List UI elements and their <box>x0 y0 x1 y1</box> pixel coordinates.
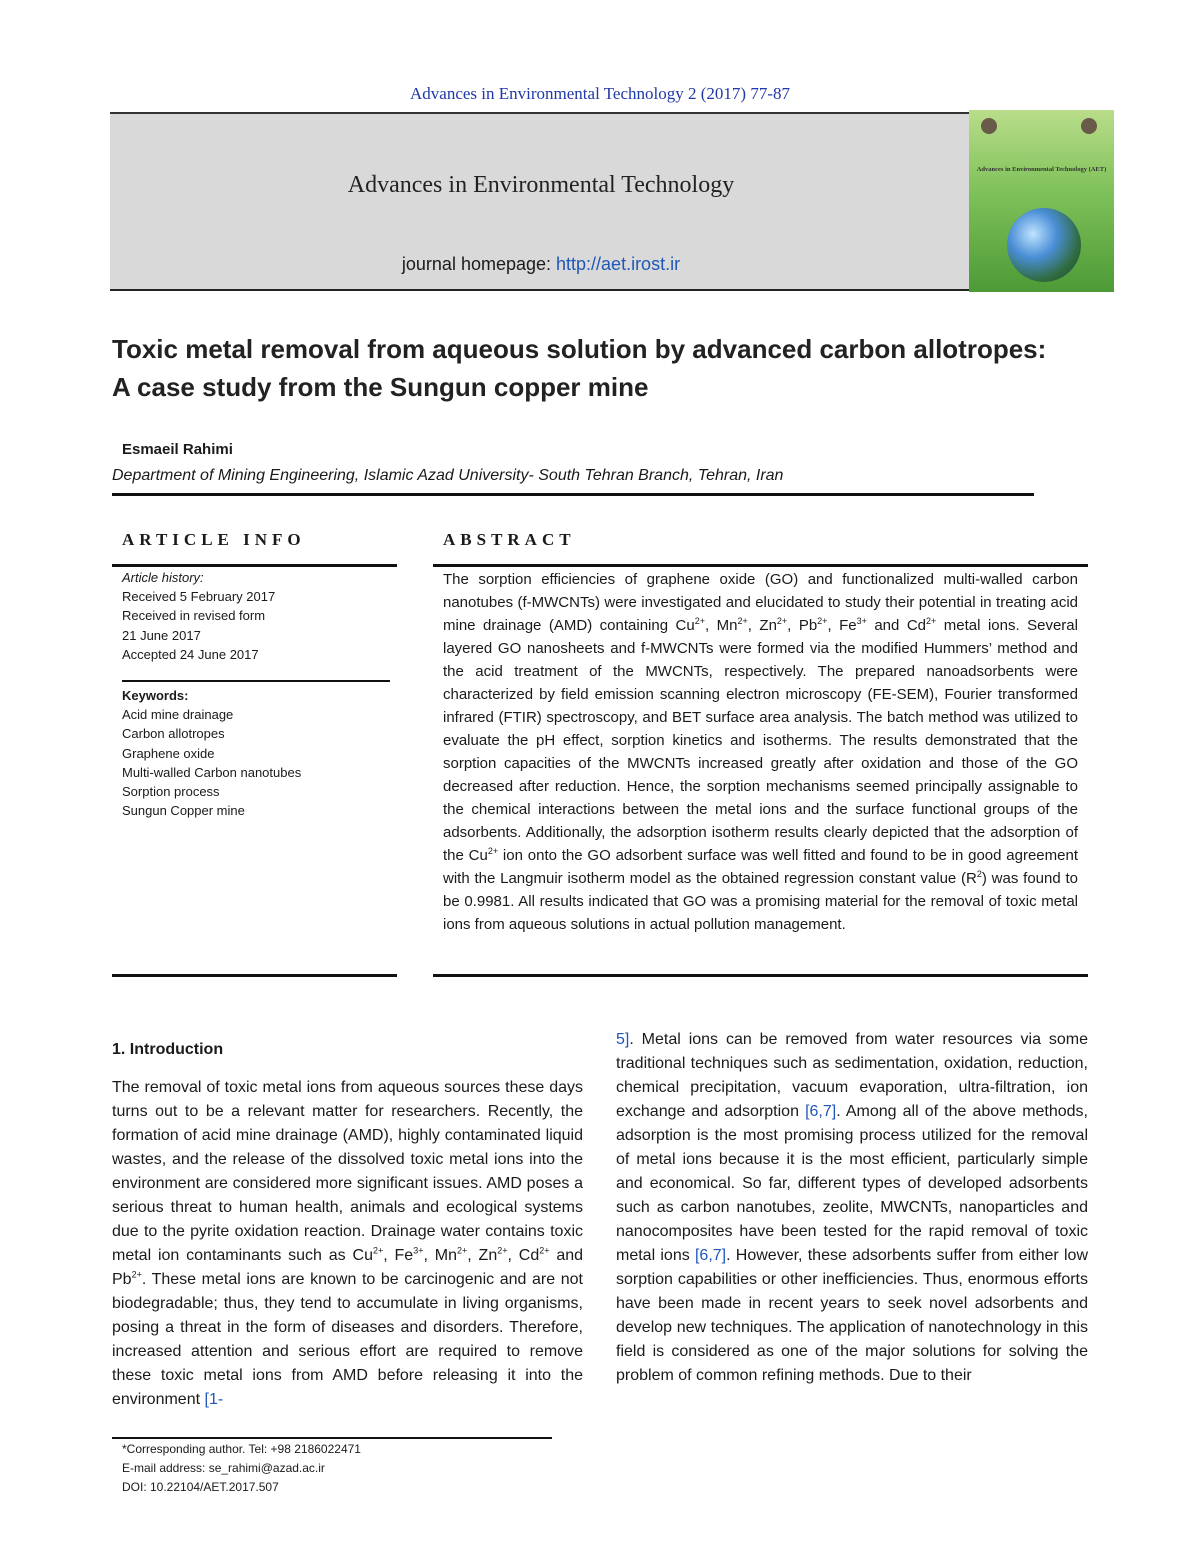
author-name: Esmaeil Rahimi <box>122 441 233 458</box>
divider <box>433 974 1088 977</box>
abstract-heading: ABSTRACT <box>443 530 576 549</box>
keyword-item: Multi-walled Carbon nanotubes <box>122 764 302 780</box>
body-column-right: 5]. Metal ions can be removed from water resources via some traditional techniques such as sedimentation, oxidation, reduction, chemical precipitation, vacuum evaporation, ultra-filtration, ion exchange and adsorption [6,7]. Among all of the above methods, adsorption is the most promising process utilized for the removal of metal ions because it is the most efficient, particularly simple and economical. So far, different types of developed adsorbents such as carbon nanotubes, zeolite, MWCNTs, nanoparticles and nanocomposites have been tested for the rapid removal of toxic metal ions [6,7]. However, these adsorbents suffer from either low sorption capabilities or other inefficiencies. Thus, enormous efforts have been made in recent years to seek novel adsorbents and develop new techniques. The application of nanotechnology in this field is considered as one of the major solutions for solving the problem of common refining methods. Due to their <box>616 1031 1089 1384</box>
citation-link[interactable]: 5] <box>616 1031 630 1048</box>
divider <box>433 564 1088 567</box>
keyword-item: Carbon allotropes <box>122 726 225 742</box>
citation-link[interactable]: [6,7] <box>805 1103 837 1120</box>
article-info-heading: ARTICLE INFO <box>122 530 306 549</box>
article-history <box>122 568 275 664</box>
keyword-item: Acid mine drainage <box>122 707 234 723</box>
footnote-rule <box>112 1437 552 1439</box>
running-head: Advances in Environmental Technology 2 (2017) 77-87 <box>410 84 790 103</box>
seal-icon <box>981 118 997 134</box>
section-heading: 1. Introduction <box>112 1041 224 1058</box>
journal-banner <box>110 112 972 290</box>
citation-link[interactable]: [6,7] <box>694 1247 727 1264</box>
history-item: Received 5 February 2017 <box>122 589 276 605</box>
article-title <box>112 330 1102 406</box>
affiliation: Department of Mining Engineering, Islamic Azad University- South Tehran Branch, Tehran, Iran <box>112 467 784 484</box>
keywords-label: Keywords: <box>122 688 189 703</box>
divider <box>112 974 397 977</box>
journal-homepage <box>110 254 972 275</box>
history-label: Article history: <box>122 570 204 585</box>
email-address: E-mail address: se_rahimi@azad.ac.ir <box>122 1461 325 1475</box>
abstract-text: The sorption efficiencies of graphene oxide (GO) and functionalized multi-walled carbon nanotubes (f-MWCNTs) were investigated and elucidated to study their potential in treating acid mine drainage (AMD) containing $Cu^{2+}$, $Mn^{2+}$, $Zn^{2+}$, $Pb^{2+}$, $Fe^{3+}$ and $Cd^{2+}$ metal ions. Several layered GO nanosheets and f-MWCNTs were formed via the modified Hummers’ method and the acid treatment of the MWCNTs, respectively. The prepared nanoadsorbents were characterized by field emission scanning electron microscopy (FE-SEM), Fourier transformed infrared (FTIR) spectroscopy, and BET surface area analysis. The batch method was utilized to evaluate the pH effect, sorption kinetics and isotherms. The results demonstrated that the sorption capacities of the MWCNTs increased greatly after oxidation and those of the GO decreased after reduction. Hence, the sorption mechanisms seemed principally assignable to the chemical interactions between the metal ions and the surface functional groups of the adsorbents. Additionally, the adsorption isotherm results clearly depicted that the adsorption of the $Cu^{2+}$ ion onto the GO adsorbent surface was well fitted and found to be in good agreement with the Langmuir isotherm model as the obtained regression constant value $(R^2)$ was found to be 0.9981. All results indicated that GO was a promising material for the removal of toxic metal ions from aqueous solutions in actual pollution management. <box>443 571 1078 933</box>
history-item: Received in revised form <box>122 608 266 624</box>
divider <box>112 493 1034 496</box>
title-line: A case study from the Sungun copper mine <box>112 372 649 402</box>
keyword-item: Sorption process <box>122 784 220 800</box>
journal-cover-image <box>969 110 1114 292</box>
citation-link[interactable]: [1- <box>204 1391 224 1408</box>
cover-title: Advances in Environmental Technology (AET) <box>976 166 1107 173</box>
body-column-left: The removal of toxic metal ions from aqueous sources these days turns out to be a relevant matter for researchers. Recently, the formation of acid mine drainage (AMD), highly contaminated liquid wastes, and the release of the dissolved toxic metal ions into the environment are considered more significant issues. AMD poses a serious threat to human health, animals and ecological systems due to the pyrite oxidation reaction. Drainage water contains toxic metal ion contaminants such as $Cu^{2+}$, $Fe^{3+}$, $Mn^{2+}$, $Zn^{2+}$, $Cd^{2+}$ and $Pb^{2+}$. These metal ions are known to be carcinogenic and are not biodegradable; thus, they tend to accumulate in living organisms, posing a threat in the form of diseases and disorders. Therefore, increased attention and serious effort are required to remove these toxic metal ions from AMD before releasing it into the environment [1- <box>112 1079 584 1408</box>
history-item: Accepted 24 June 2017 <box>122 646 259 662</box>
keyword-item: Graphene oxide <box>122 745 215 761</box>
globe-icon <box>1007 208 1081 282</box>
history-item: 21 June 2017 <box>122 627 201 643</box>
homepage-link[interactable]: http://aet.irost.ir <box>556 254 681 274</box>
divider <box>112 564 397 567</box>
homepage-label: journal homepage: <box>401 254 557 274</box>
title-line: Toxic metal removal from aqueous solution by advanced carbon allotropes: <box>112 334 1047 364</box>
divider <box>122 680 390 682</box>
seal-icon <box>1081 118 1097 134</box>
banner-rule <box>110 289 972 291</box>
keywords <box>122 686 301 820</box>
corresponding-author: *Corresponding author. Tel: +98 2186022471 <box>122 1442 361 1456</box>
journal-title: Advances in Environmental Technology <box>347 172 735 198</box>
keyword-item: Sungun Copper mine <box>122 803 245 819</box>
doi: DOI: 10.22104/AET.2017.507 <box>122 1480 279 1494</box>
